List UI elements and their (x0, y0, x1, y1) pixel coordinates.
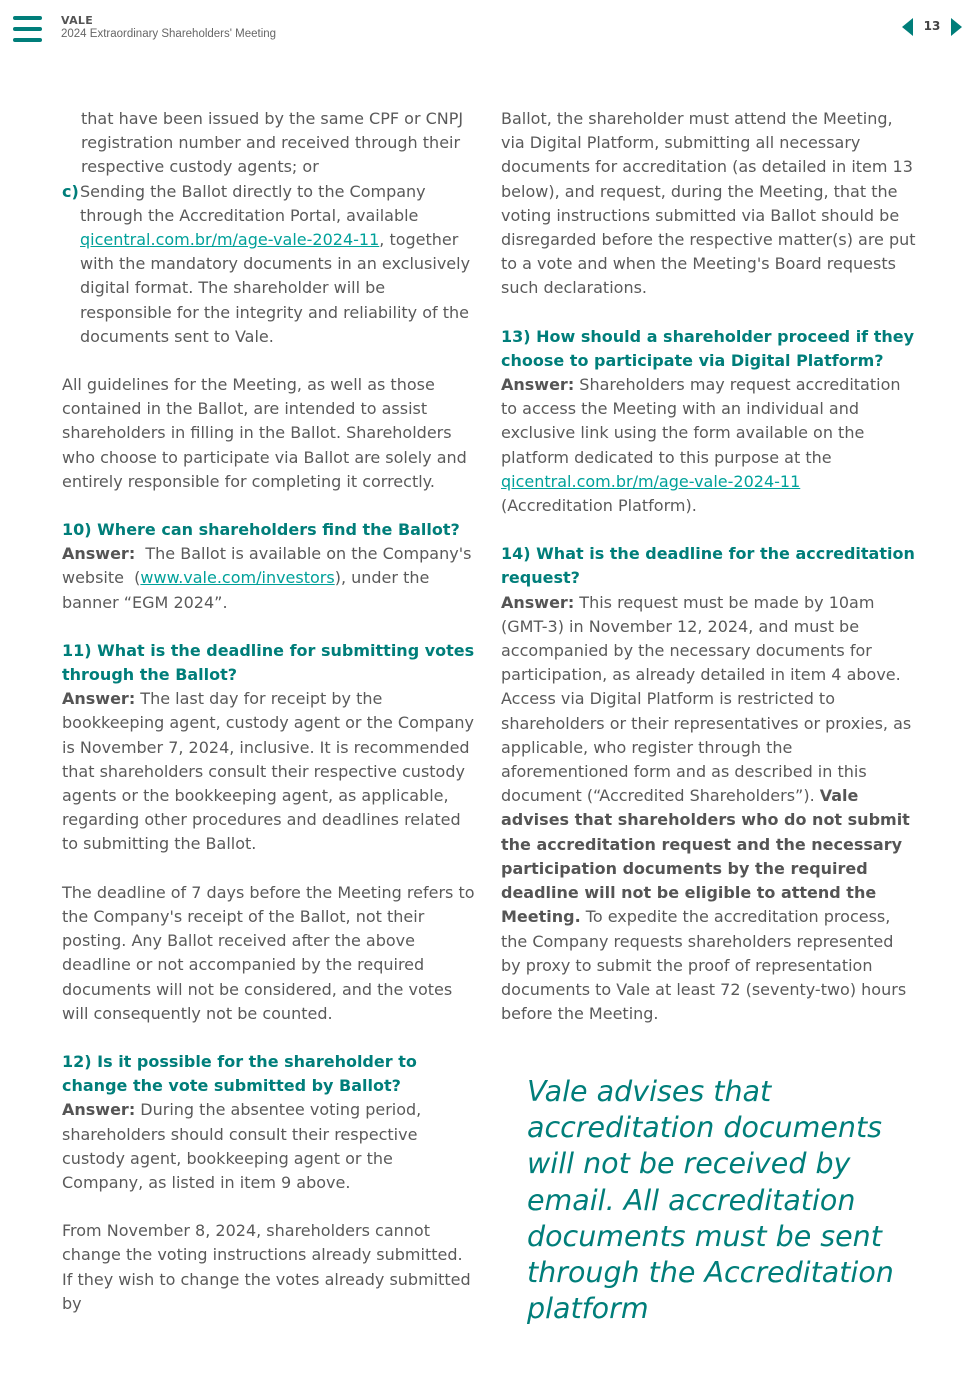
list-item-c (62, 180, 478, 349)
page-number: 13 (923, 19, 941, 33)
faq-item-11 (62, 639, 478, 1026)
vale-investors-link[interactable]: www.vale.com/investors (140, 568, 335, 588)
previous-page-icon[interactable] (902, 18, 913, 36)
accreditation-portal-link[interactable]: qicentral.com.br/m/age-vale-2024-11 (80, 230, 380, 250)
faq-item-10 (62, 518, 478, 615)
faq-item-12-continuation: Ballot, the shareholder must attend the Meeting, via Digital Platform, submitting all necessary documents for accreditation (as detailed in item 13 below), and request, during the Meeting, that the voting instructions submitted via Ballot should be disregarded before the respective matter(s) are put to a vote and when the Meeting's Board requests such declarations. (501, 109, 916, 298)
faq-item-12 (62, 1050, 478, 1316)
answer-label: Answer: (62, 689, 136, 709)
answer-paragraph-2: The deadline of 7 days before the Meeting refers to the Company's receipt of the Ballot, not their posting. Any Ballot received after the above deadline or not accompanied by the required documents will not be considered, and the votes will consequently not be counted. (62, 882, 475, 1023)
answer-label: Answer: (501, 592, 575, 612)
page-navigator (902, 18, 962, 38)
answer-text: Shareholders may request accreditation to access the Meeting with an individual and exclusive link using the form available on the platform dedicated to this purpose at the (501, 375, 901, 467)
menu-icon[interactable] (13, 16, 42, 42)
header-brand (61, 14, 276, 40)
question-heading: 12) Is it possible for the shareholder to change the vote submitted by Ballot? (62, 1051, 417, 1096)
answer-text: During the absentee voting period, shareholders should consult their respective custody agent, bookkeeping agent or the Company, as listed in item 9 above. (62, 1100, 422, 1192)
answer-label: Answer: (501, 375, 575, 395)
list-marker: c) (62, 181, 79, 201)
answer-paragraph (501, 373, 916, 518)
answer-paragraph (62, 687, 478, 856)
right-column (501, 107, 916, 1026)
answer-label: Answer: (62, 1100, 136, 1120)
left-column (62, 107, 478, 1316)
answer-bold-warning: Vale advises that shareholders who do not submit the accreditation request and the necessary participation documents by the required deadline will not be eligible to attend the Meeting. (501, 786, 910, 927)
answer-text-end: To expedite the accreditation process, the Company requests shareholders represented by proxy to submit the proof of representation documents to Vale at least 72 (seventy-two) hours before the Meeting. (501, 907, 907, 1024)
question-heading: 13) How should a shareholder proceed if they choose to participate via Digital Platform? (501, 326, 915, 370)
answer-paragraph (62, 542, 478, 615)
page-header (0, 0, 975, 60)
answer-text-end: (Accreditation Platform). (501, 496, 697, 516)
faq-item-14 (501, 542, 916, 1026)
brand-name: VALE (61, 14, 94, 27)
question-heading: 11) What is the deadline for submitting votes through the Ballot? (62, 640, 475, 685)
answer-text: The last day for receipt by the bookkeeping agent, custody agent or the Company is November 7, 2024, inclusive. It is recommended that shareholders consult their respective custody agents or the bookkeeping agent, as applicable, regarding other procedures and deadlines related to submitting the Ballot. (62, 689, 475, 854)
next-page-icon[interactable] (951, 18, 962, 36)
question-heading: 14) What is the deadline for the accreditation request? (501, 544, 915, 588)
answer-text: The Ballot is available on the Company's website ( (62, 544, 477, 588)
item-c-text: Sending the Ballot directly to the Company through the Accreditation Portal, available (80, 181, 426, 225)
answer-paragraph-2: From November 8, 2024, shareholders cannot change the voting instructions already submitted. If they wish to change the votes already submitted by (62, 1221, 471, 1313)
accreditation-platform-link[interactable]: qicentral.com.br/m/age-vale-2024-11 (501, 471, 801, 491)
document-title: 2024 Extraordinary Shareholders' Meeting (61, 28, 277, 40)
callout-quote: Vale advises that accreditation documents will not be received by email. All accreditation documents must be sent through the Accreditation platform (527, 1075, 894, 1326)
answer-paragraph (62, 1098, 478, 1195)
answer-text: This request must be made by 10am (GMT-3) in November 12, 2024, and must be accompanied by the necessary documents for participation, as already detailed in item 4 above. Access via Digital Platform is restricted to shareholders or their representatives or proxies, as applicable, who register through the aforementioned form and as described in this document (“Accredited Shareholders”). (501, 592, 912, 806)
item-c-text-end: , together with the mandatory documents in an exclusively digital format. The shareholder will be responsible for the integrity and reliability of the documents sent to Vale. (80, 230, 471, 346)
answer-text-end: ), under the banner “EGM 2024”. (62, 568, 430, 612)
answer-paragraph (501, 591, 916, 1027)
faq-item-13 (501, 325, 916, 519)
answer-label: Answer: (62, 544, 136, 564)
question-heading: 10) Where can shareholders find the Ballot? (62, 520, 460, 540)
guidelines-paragraph: All guidelines for the Meeting, as well as those contained in the Ballot, are intended to assist shareholders in filling in the Ballot. Shareholders who choose to participate via Ballot are solely and entirely responsible for completing it correctly. (62, 375, 467, 491)
list-item-b-continuation: that have been issued by the same CPF or CNPJ registration number and received through their respective custody agents; or (81, 109, 464, 177)
